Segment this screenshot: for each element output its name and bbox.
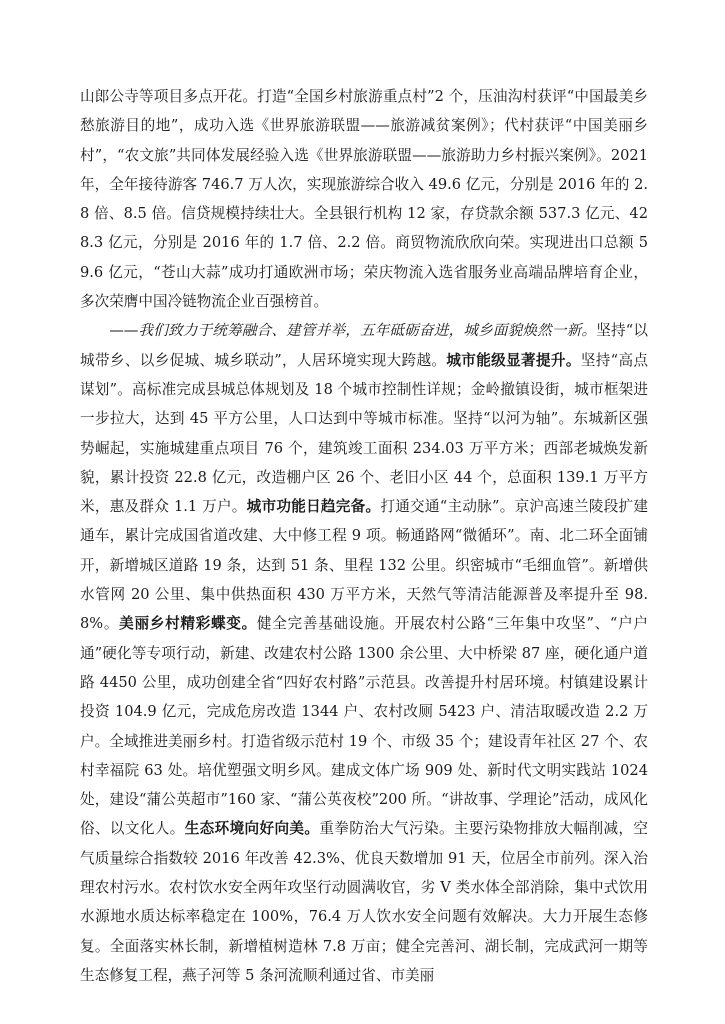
paragraph-urban-rural [80,316,648,990]
heading-beautiful-village: 美丽乡村精彩蝶变。 [119,615,257,633]
paragraph-text: 坚持“以城带乡、以乡促城、城乡联动”，人居环境实现大跨越。 [80,322,648,369]
document-page [80,82,648,990]
paragraph-tourism-finance-trade [80,82,648,316]
paragraph-text: 重拳防治大气污染。主要污染物排放大幅削减，空气质量综合指数较 2016 年改善 42.3%、优良天数增加 91 天，位居全市前列。深入治理农村污水。农村饮水安全两年攻坚行动圆满收官，劣 V 类水体全部消除，集中式饮用水源地水质达标率稳定在 100%，76.4 万人饮水安全问题有效解决。大力开展生态修复。全面落实林长制，新增植树造林 7.8 万亩；健全完善河、湖长制，完成武河一期等生态修复工程，燕子河等 5 条河流顺利通过省、市美丽 [80,820,648,984]
section-lead-sentence: ——我们致力于统筹融合、建管并举，五年砥砺奋进，城乡面貌焕然一新。 [109,322,597,340]
paragraph-text: 打通交通“主动脉”。京沪高速兰陵段扩建通车，累计完成国省道改建、大中修工程 9 项。畅通路网“微循环”。南、北二环全面铺开，新增城区道路 19 条，达到 51 条、里程 132 公里。织密城市“毛细血管”。新增供水管网 20 公里、集中供热面积 430 万平方米，天然气等清洁能源普及率提升至 98.8%。 [80,498,648,633]
paragraph-text: 坚持“高点谋划”。高标准完成县城总体规划及 18 个城市控制性详规；金岭撤镇设街，城市框架进一步拉大，达到 45 平方公里，人口达到中等城市标准。坚持“以河为轴”。东城新区强势崛起，实施城建重点项目 76 个，建筑竣工面积 234.03 万平方米；西部老城焕发新貌，累计投资 22.8 亿元，改造棚户区 26 个、老旧小区 44 个，总面积 139.1 万平方米，惠及群众 1.1 万户。 [80,351,648,516]
heading-ecology: 生态环境向好向美。 [184,820,320,838]
heading-city-capacity: 城市能级显著提升。 [446,351,581,369]
heading-city-function: 城市功能日趋完备。 [246,498,381,516]
paragraph-text: 山郎公寺等项目多点开花。打造“全国乡村旅游重点村”2 个，压油沟村获评“中国最美乡愁旅游目的地”，成功入选《世界旅游联盟——旅游减贫案例》；代村获评“中国美丽乡村”，“农文旅”共同体发展经验入选《世界旅游联盟——旅游助力乡村振兴案例》。2021 年，全年接待游客 746.7 万人次，实现旅游综合收入 49.6 亿元，分别是 2016 年的 2.8 倍、8.5 倍。信贷规模持续壮大。全县银行机构 12 家，存贷款余额 537.3 亿元、428.3 亿元，分别是 2016 年的 1.7 倍、2.2 倍。商贸物流欣欣向荣。实现进出口总额 59.6 亿元，“苍山大蒜”成功打通欧洲市场；荣庆物流入选省服务业高端品牌培育企业，多次荣膺中国冷链物流企业百强榜首。 [80,88,648,311]
paragraph-text: 健全完善基础设施。开展农村公路“三年集中攻坚”、“户户通”硬化等专项行动，新建、改建农村公路 1300 余公里、大中桥梁 87 座，硬化通户道路 4450 公里，成功创建全省“四好农村路”示范县。改善提升村居环境。村镇建设累计投资 104.9 亿元，完成危房改造 1344 户、农村改厕 5423 户、清洁取暖改造 2.2 万户。全域推进美丽乡村。打造省级示范村 19 个、市级 35 个；建设青年社区 27 个、农村幸福院 63 处。培优塑强文明乡风。建成文体广场 909 处、新时代文明实践站 1024 处，建设“蒲公英超市”160 家、“蒲公英夜校”200 所。“讲故事、学理论”活动，成风化俗、以文化人。 [80,615,648,838]
